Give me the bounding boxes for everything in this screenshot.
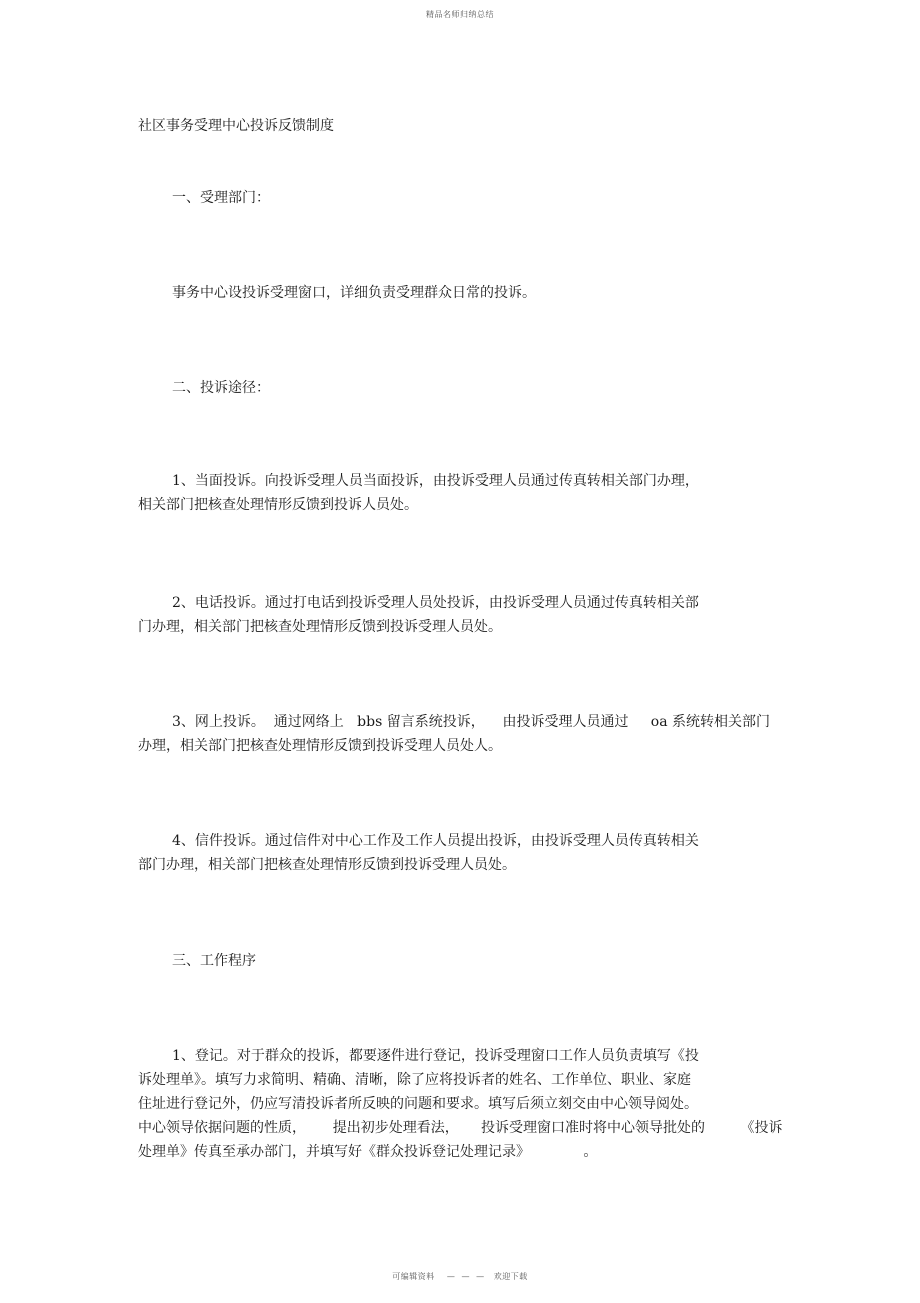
- paragraph-line: 4、信件投诉。通过信件对中心工作及工作人员提出投诉，由投诉受理人员传真转相关: [172, 833, 699, 849]
- paragraph-line: 2、电话投诉。通过打电话到投诉受理人员处投诉，由投诉受理人员通过传真转相关部: [172, 595, 699, 611]
- section-heading-department: 一、受理部门：: [172, 190, 270, 206]
- paragraph-line: 部门办理，相关部门把核查处理情形反馈到投诉受理人员处。: [138, 857, 516, 873]
- paragraph-line: 住址进行登记外，仍应写清投诉者所反映的问题和要求。填写后须立刻交由中心领导阅处。: [138, 1096, 698, 1112]
- paragraph-line: 诉处理单》。填写力求简明、精确、清晰，除了应将投诉者的姓名、工作单位、职业、家庭: [138, 1072, 691, 1088]
- channel-item-letter: [138, 829, 778, 877]
- paragraph-line: 相关部门把核查处理情形反馈到投诉人员处。: [138, 497, 418, 513]
- section-body-department: [172, 281, 812, 305]
- paragraph-line: 3、网上投诉。 通过网络上 bbs 留言系统投诉， 由投诉受理人员通过 oa 系统转相关部门: [172, 714, 770, 730]
- document-title: 社区事务受理中心投诉反馈制度: [138, 118, 334, 134]
- header-note: 精品名师归纳总结: [426, 10, 494, 19]
- paragraph-line: 中心领导依据问题的性质， 提出初步处理看法， 投诉受理窗口准时将中心领导批处的 《投诉: [138, 1120, 783, 1136]
- channel-item-in-person: [138, 469, 778, 517]
- paragraph-line: 办理，相关部门把核查处理情形反馈到投诉受理人员处人。: [138, 738, 502, 754]
- paragraph-line: 1、当面投诉。向投诉受理人员当面投诉，由投诉受理人员通过传真转相关部门办理，: [172, 473, 699, 489]
- footer-note: 可编辑资料 — — — 欢迎下载: [392, 1272, 528, 1281]
- procedure-item-registration: [138, 1044, 783, 1164]
- paragraph-line: 处理单》传真至承办部门，并填写好《群众投诉登记处理记录》 。: [138, 1144, 598, 1160]
- channel-item-phone: [138, 591, 778, 639]
- paragraph-line: 事务中心设投诉受理窗口，详细负责受理群众日常的投诉。: [172, 285, 536, 301]
- channel-item-online: [138, 710, 778, 758]
- section-heading-procedure: 三、工作程序: [172, 953, 256, 969]
- section-heading-channels: 二、投诉途径：: [172, 380, 270, 396]
- paragraph-line: 门办理，相关部门把核查处理情形反馈到投诉受理人员处。: [138, 619, 502, 635]
- paragraph-line: 1、登记。对于群众的投诉，都要逐件进行登记，投诉受理窗口工作人员负责填写《投: [172, 1048, 699, 1064]
